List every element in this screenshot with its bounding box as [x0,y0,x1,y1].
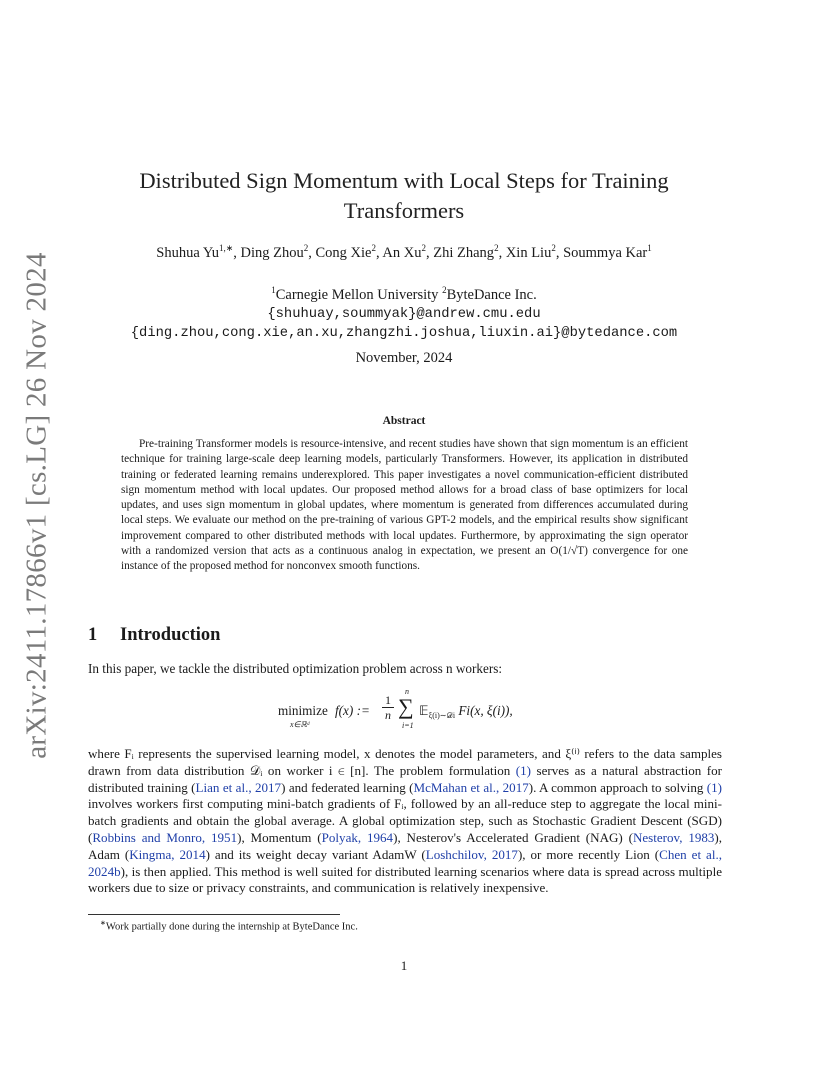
citation-link[interactable]: Loshchilov, 2017 [425,846,518,862]
intro-paragraph: where Fᵢ represents the supervised learning model, x denotes the model parameters, and ξ⁽ⁱ⁾ refers to the data samples drawn from data distribution 𝒟ᵢ on worker i ∈ [n]. The problem formulation (1) serves as a natural abstraction for distributed training (Lian et al., 2017) and federated learning (McMahan et al., 2017). A common approach to solving (1) involves workers first computing mini-batch gradients of Fᵢ, followed by an all-reduce step to aggregate the local mini-batch gradients and obtain the global average. A global optimization step, such as Stochastic Gradient Descent (SGD) (Robbins and Monro, 1951), Momentum (Polyak, 1964), Nesterov's Accelerated Gradient (NAG) (Nesterov, 1983), Adam (Kingma, 2014) and its weight decay variant AdamW (Loshchilov, 2017), or more recently Lion (Chen et al., 2024b), is then applied. This method is well suited for distributed learning scenarios where data is spread across multiple workers due to size or privacy constraints, and communication is relatively inexpensive. [88,746,723,896]
eq-expectation: 𝔼$_{\xi(i)\sim 𝒟i}$ Fi(x, ξ(i)), [419,703,513,720]
paper-title: Distributed Sign Momentum with Local Steps for Training Transformers [139,168,669,223]
author-list: Shuhua $Yu^{1,∗}$, Ding Zhou$^2$, Cong Xie$^2$, An Xu$^2$, Zhi Zhang$^2$, Xin Liu$^2$, Soummya Kar$^1$ [156,243,652,261]
abstract-body: Pre-training Transformer models is resource-intensive, and recent studies have shown that sign momentum is an efficient technique for training large-scale deep learning models, particularly Transformers. However, its application in distributed training or federated learning remains underexplored. This paper investigates a novel communication-efficient distributed sign momentum method with local updates. Our proposed method allows for a broad class of base optimizers for local updates, and uses sign momentum in global updates, where momentum is generated from differences accumulated during local steps. We evaluate our method on the pre-training of various GPT-2 models, and the empirical results show significant improvement compared to other distributed methods with local updates. Furthermore, by approximating the sign operator with a randomized version that acts as a continuous analog in expectation, we present an O(1/√T) convergence for one instance of the proposed method for nonconvex smooth functions. [121,438,689,573]
citation-link[interactable]: Lian et al., 2017 [195,779,282,795]
eq-fraction: $\frac{1}{n}$ [382,694,394,722]
intro-sentence: In this paper, we tackle the distributed optimization problem across n workers: [88,661,503,676]
author: Soummya Kar$^1$ [563,243,652,261]
author: Shuhua $Yu^{1,∗}$ [156,243,234,261]
author: Zhi Zhang$^2$ [433,243,499,261]
author: An Xu$^2$ [382,243,426,261]
affiliations [80,281,728,343]
arxiv-identifier: arXiv:2411.17866v1 [cs.LG] 26 Nov 2024 [20,251,53,759]
citation-link[interactable]: McMahan et al., 2017 [413,779,529,795]
section-heading [88,625,220,646]
email-cmu: {shuhuay,soummyak}@andrew.cmu.edu [267,306,541,322]
section-title: Introduction [120,625,221,645]
eq-summation: ∑ [398,694,414,719]
equation-ref[interactable]: (1) [706,779,722,795]
eq-sum-upper: n [405,687,409,696]
section-number: 1 [88,625,98,645]
paper-date: November, 2024 [355,350,453,366]
page-number: 1 [400,958,408,973]
email-bytedance: {ding.zhou,cong.xie,an.xu,zhangzhi.joshua,liuxin.ai}@bytedance.com [130,325,678,341]
footnote-divider [88,914,340,915]
citation-link[interactable]: Kingma, 2014 [129,846,206,862]
footnote: ∗Work partially done during the internship at ByteDance Inc. [100,919,358,933]
equation-ref[interactable]: (1) [515,762,532,778]
eq-minimize: minimize [278,703,328,718]
author: Xin Liu$^2$ [505,243,556,261]
affiliation-orgs: $^1$Carnegie Mellon University $^2$ByteDance Inc. [271,285,537,303]
citation-link[interactable]: Nesterov, 1983 [632,829,715,845]
author: Cong Xie$^2$ [315,243,376,261]
citation-link[interactable]: Chen et al., 2024b [88,846,723,879]
abstract-heading: Abstract [382,415,426,427]
citation-link[interactable]: Polyak, 1964 [321,829,394,845]
citation-link[interactable]: Robbins and Monro, 1951 [92,829,238,845]
arxiv-stamp [20,251,53,759]
eq-sum-lower: i=1 [402,721,414,730]
abstract-math: O(1/√T) [550,545,588,558]
eq-minimize-subscript: x∈ℝᵈ [290,720,310,729]
author: Ding Zhou$^2$ [240,243,309,261]
eq-lhs: f(x) := [335,703,370,718]
equation-1 [278,687,578,740]
